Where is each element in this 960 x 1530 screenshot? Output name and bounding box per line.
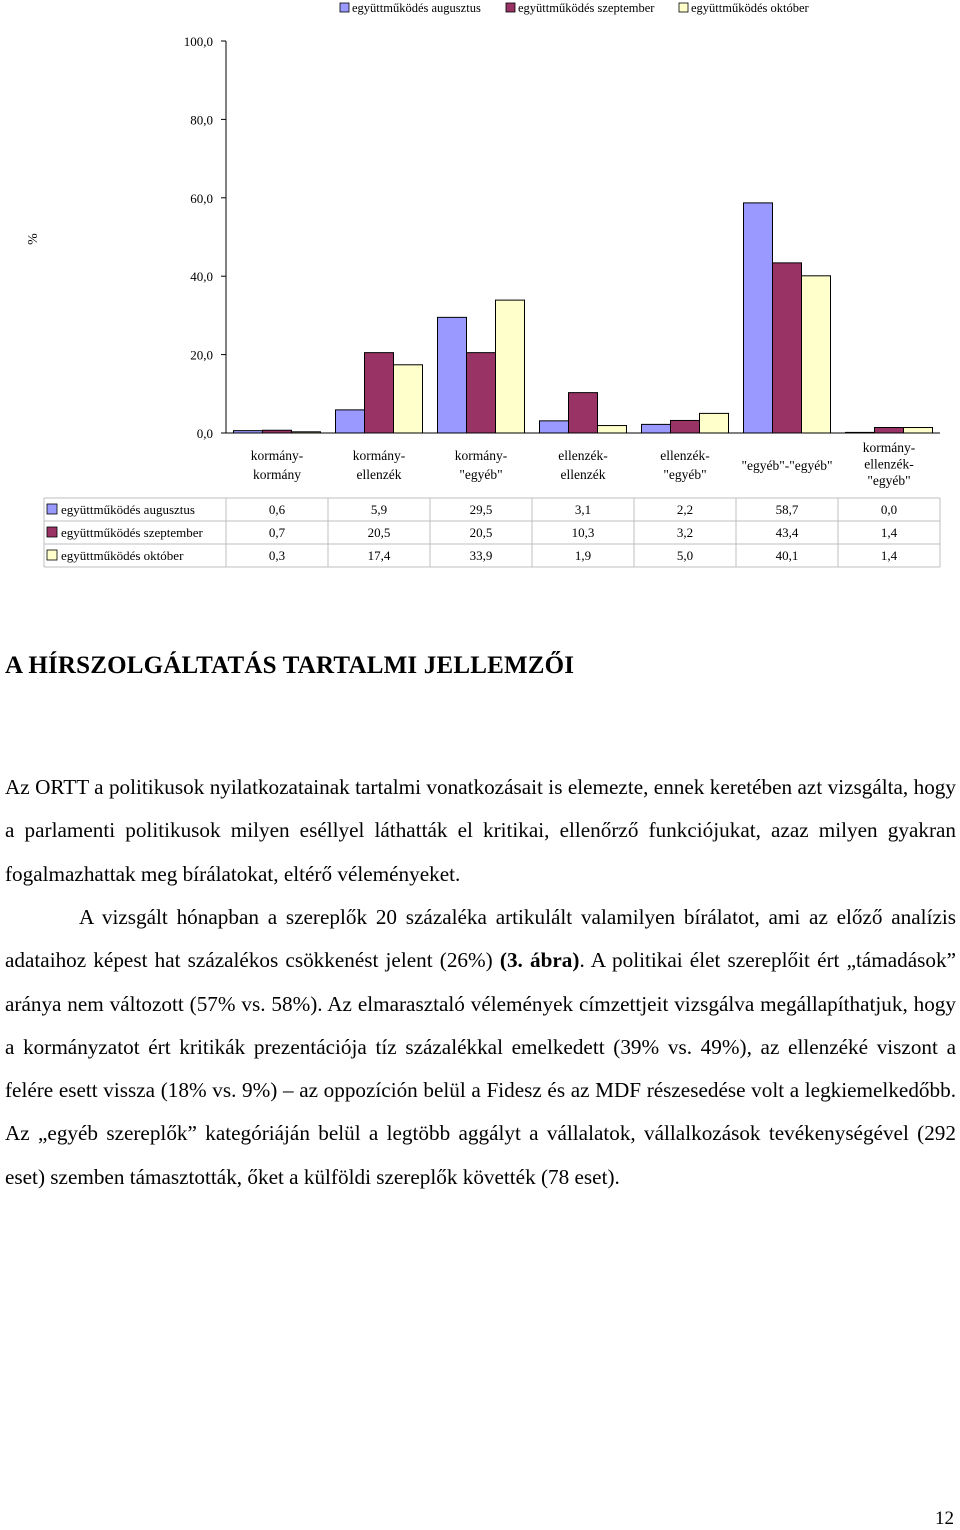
table-cell-value: 0,6: [268, 502, 286, 517]
bar: [773, 263, 802, 433]
table-cell-value: 0,0: [880, 502, 898, 517]
bar: [744, 203, 773, 433]
x-tick-label: "egyéb"-"egyéb": [741, 458, 833, 473]
table-cell-value: 5,0: [676, 548, 694, 563]
table-cell-value: 1,4: [880, 525, 898, 540]
paragraph-2-text-end: . A politikai élet szereplőit ért „támadások” aránya nem változott (57% vs. 58%). Az elmarasztaló vélemények címzettjeit vizsgálva megállapíthatjuk, hogy a kormányzatot ért kritikák prezentációja tíz százalékkal emelkedett (39% vs. 49%), az ellenzéké viszont a felére esett vissza (18% vs. 9%) – az oppozíción belül a Fidesz és az MDF részesedése volt a legkiemelkedőbb. Az „egyéb szereplők” kategóriáján belül a legtöbb aggályt a vállalatok, vállalkozások tevékenységével (292 eset) szemben támasztották, őket a külföldi szereplők követték (78 eset).: [5, 948, 956, 1189]
table-row-label: együttműködés október: [61, 548, 184, 563]
table-cell-value: 0,7: [268, 525, 286, 540]
bar: [365, 353, 394, 433]
chart-legend: [340, 1, 810, 15]
paragraph-2: [5, 896, 956, 1199]
x-tick-label: kormány-: [250, 448, 304, 463]
table-cell-value: 29,5: [469, 502, 493, 517]
bar-chart: [0, 0, 960, 580]
bar: [598, 426, 627, 433]
x-tick-label: "egyéb": [459, 467, 503, 482]
bar: [671, 420, 700, 433]
table-cell-value: 17,4: [367, 548, 391, 563]
table-row-label: együttműködés augusztus: [61, 502, 195, 517]
bar: [438, 317, 467, 433]
legend-swatch-3: [679, 3, 688, 12]
x-tick-label: kormány: [253, 467, 301, 482]
y-tick-label: 100,0: [183, 34, 213, 49]
legend-label-1: együttműködés augusztus: [352, 1, 481, 15]
bar: [336, 410, 365, 433]
table-cell-value: 33,9: [469, 548, 493, 563]
table-cell-value: 43,4: [775, 525, 799, 540]
table-key-swatch: [47, 550, 57, 560]
legend-swatch-2: [506, 3, 515, 12]
bar: [540, 421, 569, 433]
table-key-swatch: [47, 527, 57, 537]
y-tick-label: 80,0: [190, 112, 213, 128]
table-cell-value: 20,5: [469, 525, 493, 540]
y-axis: [184, 34, 226, 441]
bar: [802, 276, 831, 433]
x-tick-label: ellenzék-: [558, 448, 608, 463]
table-cell-value: 1,4: [880, 548, 898, 563]
x-tick-label: ellenzék-: [864, 456, 914, 472]
x-axis: [226, 433, 940, 488]
bar: [642, 424, 671, 433]
table-cell-value: 3,1: [574, 502, 592, 517]
table-cell-value: 40,1: [775, 548, 799, 563]
table-cell-value: 10,3: [571, 525, 595, 540]
figure-reference: (3. ábra): [499, 948, 580, 973]
table-cell-value: 5,9: [370, 502, 388, 517]
chart-bars: [234, 203, 933, 433]
legend-swatch-1: [340, 3, 349, 12]
bar: [467, 353, 496, 433]
x-tick-label: kormány-: [862, 440, 916, 455]
table-row-label: együttműködés szeptember: [61, 525, 203, 540]
y-tick-label: 0,0: [196, 426, 213, 441]
y-axis-label: %: [26, 233, 41, 245]
section-heading: A HÍRSZOLGÁLTATÁS TARTALMI JELLEMZŐI: [5, 652, 575, 679]
x-tick-label: kormány-: [352, 448, 406, 463]
table-key-swatch: [47, 504, 57, 514]
bar: [496, 300, 525, 433]
legend-label-2: együttműködés szeptember: [518, 1, 655, 15]
x-tick-label: ellenzék-: [660, 448, 710, 463]
data-table: [44, 498, 940, 567]
y-tick-label: 20,0: [190, 347, 213, 363]
table-cell-value: 3,2: [676, 525, 694, 540]
table-cell-value: 0,3: [268, 548, 286, 563]
paragraph-1: Az ORTT a politikusok nyilatkozatainak tartalmi vonatkozásait is elemezte, ennek keretében azt vizsgálta, hogy a parlamenti politikusok milyen eséllyel láthatták el kritikai, ellenőrző funkciójukat, azaz milyen gyakran fogalmazhattak meg bírálatokat, eltérő véleményeket.: [5, 775, 956, 886]
paragraph-2-text-start: A vizsgált hónapban a szereplők 20 százaléka artikulált valamilyen bírálatot, ami az előző analízis adataihoz képest hat százalékos csökkenést jelent (26%): [5, 905, 956, 973]
y-tick-label: 60,0: [190, 190, 213, 206]
y-tick-label: 40,0: [190, 269, 213, 285]
x-tick-label: "egyéb": [867, 473, 911, 488]
x-tick-label: kormány-: [454, 448, 508, 463]
table-cell-value: 20,5: [367, 525, 391, 540]
bar: [875, 428, 904, 433]
page-number: 12: [935, 1508, 954, 1529]
table-cell-value: 2,2: [676, 502, 694, 517]
x-tick-label: ellenzék: [356, 467, 402, 482]
table-cell-value: 1,9: [574, 548, 592, 563]
bar: [569, 393, 598, 433]
x-tick-label: "egyéb": [663, 467, 707, 482]
bar: [904, 428, 933, 433]
legend-label-3: együttműködés október: [691, 1, 809, 15]
x-tick-label: ellenzék: [560, 467, 606, 482]
table-cell-value: 58,7: [775, 502, 799, 517]
bar: [394, 365, 423, 433]
bar: [700, 413, 729, 433]
